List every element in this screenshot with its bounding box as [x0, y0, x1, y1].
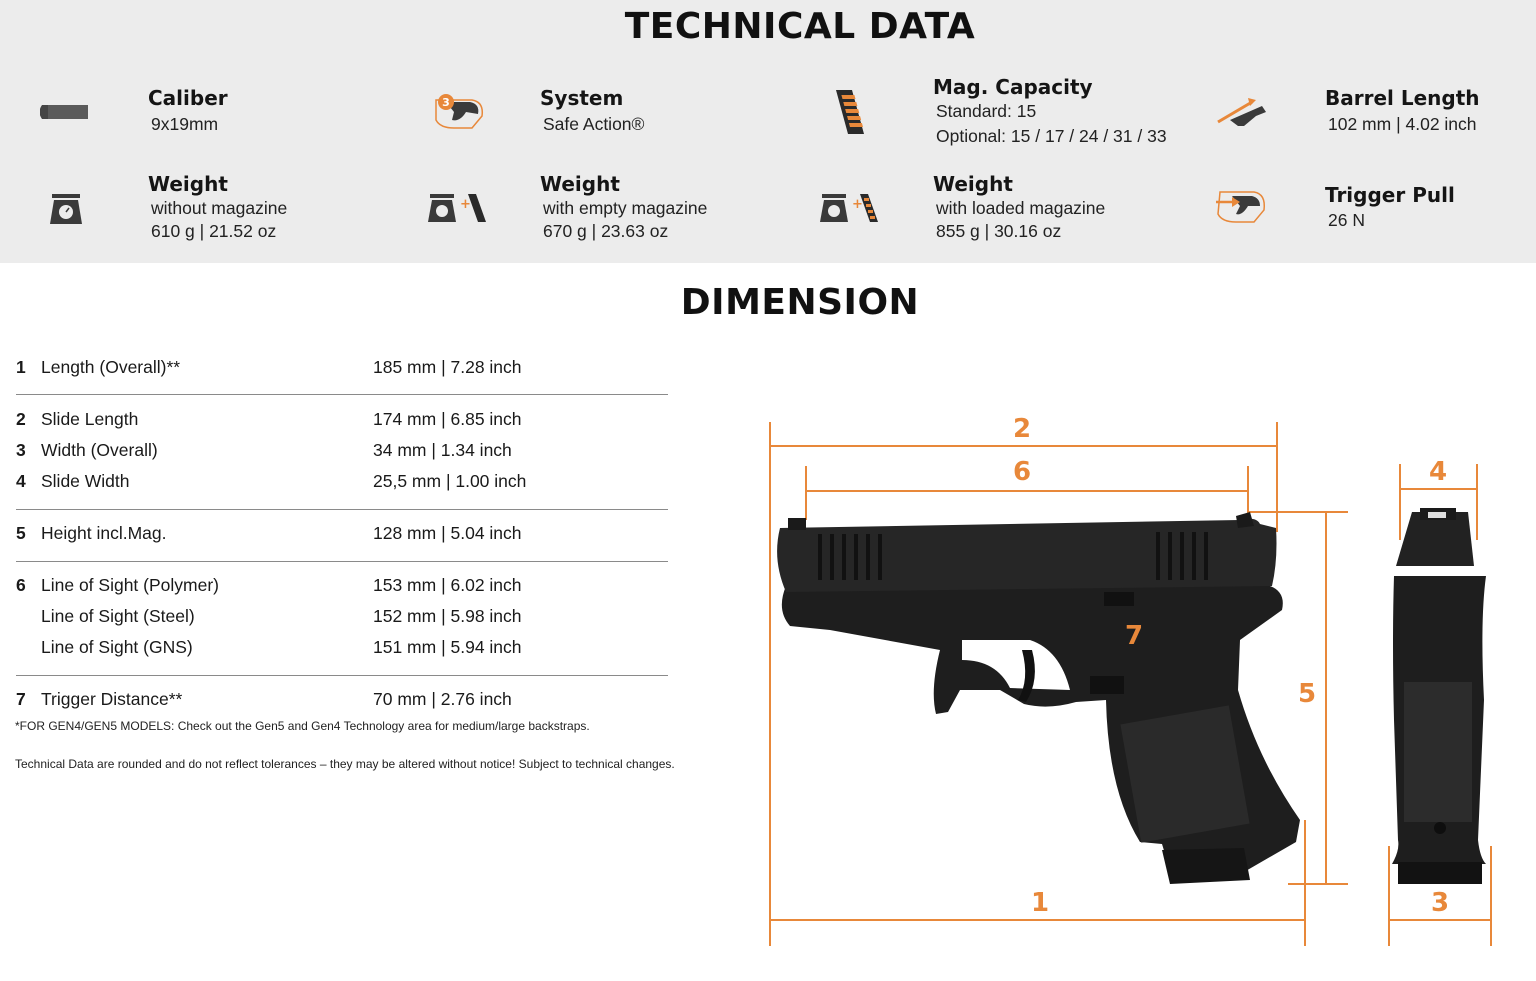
- dimension-marker-4: 4: [1428, 457, 1448, 487]
- spec-barrel-length-value: 102 mm | 4.02 inch: [1328, 114, 1477, 134]
- row-label: Height incl.Mag.: [41, 523, 167, 543]
- row-number: 6: [16, 575, 26, 595]
- spec-caliber-label: Caliber: [148, 86, 228, 110]
- row-number: 1: [16, 357, 26, 377]
- row-value: 128 mm | 5.04 inch: [373, 523, 522, 543]
- barrel-icon: [1214, 94, 1270, 130]
- row-number: 3: [16, 440, 26, 460]
- table-divider: [16, 394, 668, 395]
- row-label: Line of Sight (Steel): [41, 606, 195, 626]
- row-value: 34 mm | 1.34 inch: [373, 440, 512, 460]
- cartridge-icon: [40, 100, 92, 124]
- row-label: Line of Sight (Polymer): [41, 575, 219, 595]
- dimension-marker-3: 3: [1430, 888, 1450, 918]
- spec-weight-loaded-magazine-label: Weight: [933, 172, 1013, 196]
- spec-weight-without-magazine-note: without magazine: [151, 198, 288, 218]
- row-value: 185 mm | 7.28 inch: [373, 357, 522, 377]
- spec-barrel-length-label: Barrel Length: [1325, 86, 1480, 110]
- dimension-row: [16, 409, 668, 433]
- spec-weight-without-magazine-label: Weight: [148, 172, 228, 196]
- spec-weight-without-magazine-value: 610 g | 21.52 oz: [151, 221, 277, 241]
- safe-action-icon: [432, 90, 486, 134]
- dimension-row: [16, 606, 668, 630]
- row-number: 4: [16, 471, 26, 491]
- dimension-row: [16, 471, 668, 495]
- row-number: 2: [16, 409, 26, 429]
- dimension-row: [16, 523, 668, 547]
- row-value: 151 mm | 5.94 inch: [373, 637, 522, 657]
- row-value: 152 mm | 5.98 inch: [373, 606, 522, 626]
- dimension-row: [16, 357, 668, 381]
- svg-text:3: 3: [442, 96, 450, 109]
- spec-weight-loaded-magazine-value: 855 g | 30.16 oz: [936, 221, 1062, 241]
- svg-text:+: +: [852, 197, 863, 212]
- spec-weight-empty-magazine-label: Weight: [540, 172, 620, 196]
- dimension-row: [16, 689, 668, 713]
- spec-weight-loaded-magazine-note: with loaded magazine: [936, 198, 1106, 218]
- row-value: 153 mm | 6.02 inch: [373, 575, 522, 595]
- pistol-rear-view: [1392, 508, 1486, 884]
- spec-mag-capacity-label: Mag. Capacity: [933, 75, 1093, 99]
- row-label: Slide Width: [41, 471, 130, 491]
- spec-mag-capacity-standard: Standard: 15: [936, 101, 1037, 121]
- spec-weight-empty-magazine-note: with empty magazine: [543, 198, 708, 218]
- dimension-marker-7: 7: [1124, 621, 1144, 651]
- disclaimer: Technical Data are rounded and do not reflect tolerances – they may be altered without notice! Subject to technical changes.: [15, 757, 675, 771]
- row-value: 70 mm | 2.76 inch: [373, 689, 512, 709]
- dimension-marker-2: 2: [1012, 414, 1032, 444]
- svg-text:+: +: [460, 197, 471, 212]
- dimension-marker-6: 6: [1012, 457, 1032, 487]
- table-divider: [16, 509, 668, 510]
- technical-data-panel: [0, 0, 1536, 263]
- dimension-row: [16, 575, 668, 599]
- scale-plus-loaded-magazine-icon: [818, 190, 882, 226]
- spec-weight-empty-magazine-value: 670 g | 23.63 oz: [543, 221, 669, 241]
- scale-plus-empty-magazine-icon: [426, 190, 490, 226]
- table-divider: [16, 561, 668, 562]
- dimension-drawing: [700, 330, 1520, 970]
- trigger-pull-icon: [1214, 186, 1270, 228]
- scale-icon: [48, 192, 84, 226]
- spec-trigger-pull-label: Trigger Pull: [1325, 183, 1455, 207]
- row-label: Width (Overall): [41, 440, 158, 460]
- footnote: *FOR GEN4/GEN5 MODELS: Check out the Gen5 and Gen4 Technology area for medium/large backstraps.: [15, 719, 590, 733]
- row-value: 174 mm | 6.85 inch: [373, 409, 522, 429]
- row-label: Line of Sight (GNS): [41, 637, 193, 657]
- dimension-marker-5: 5: [1297, 679, 1317, 709]
- row-label: Slide Length: [41, 409, 139, 429]
- spec-system-label: System: [540, 86, 624, 110]
- spec-trigger-pull-value: 26 N: [1328, 210, 1365, 230]
- table-divider: [16, 675, 668, 676]
- technical-data-title: TECHNICAL DATA: [624, 6, 976, 47]
- spec-caliber-value: 9x19mm: [151, 114, 219, 134]
- pistol-side-view: [777, 512, 1300, 884]
- row-label: Length (Overall)**: [41, 357, 181, 377]
- spec-system-value: Safe Action®: [543, 114, 645, 134]
- row-number: 7: [16, 689, 26, 709]
- dimension-row: [16, 440, 668, 464]
- spec-mag-capacity-optional: Optional: 15 / 17 / 24 / 31 / 33: [936, 126, 1167, 146]
- dimension-row: [16, 637, 668, 661]
- row-label: Trigger Distance**: [41, 689, 183, 709]
- dimension-marker-1: 1: [1030, 888, 1050, 918]
- row-value: 25,5 mm | 1.00 inch: [373, 471, 527, 491]
- row-number: 5: [16, 523, 26, 543]
- magazine-icon: [830, 86, 870, 138]
- dimension-title: DIMENSION: [680, 282, 920, 323]
